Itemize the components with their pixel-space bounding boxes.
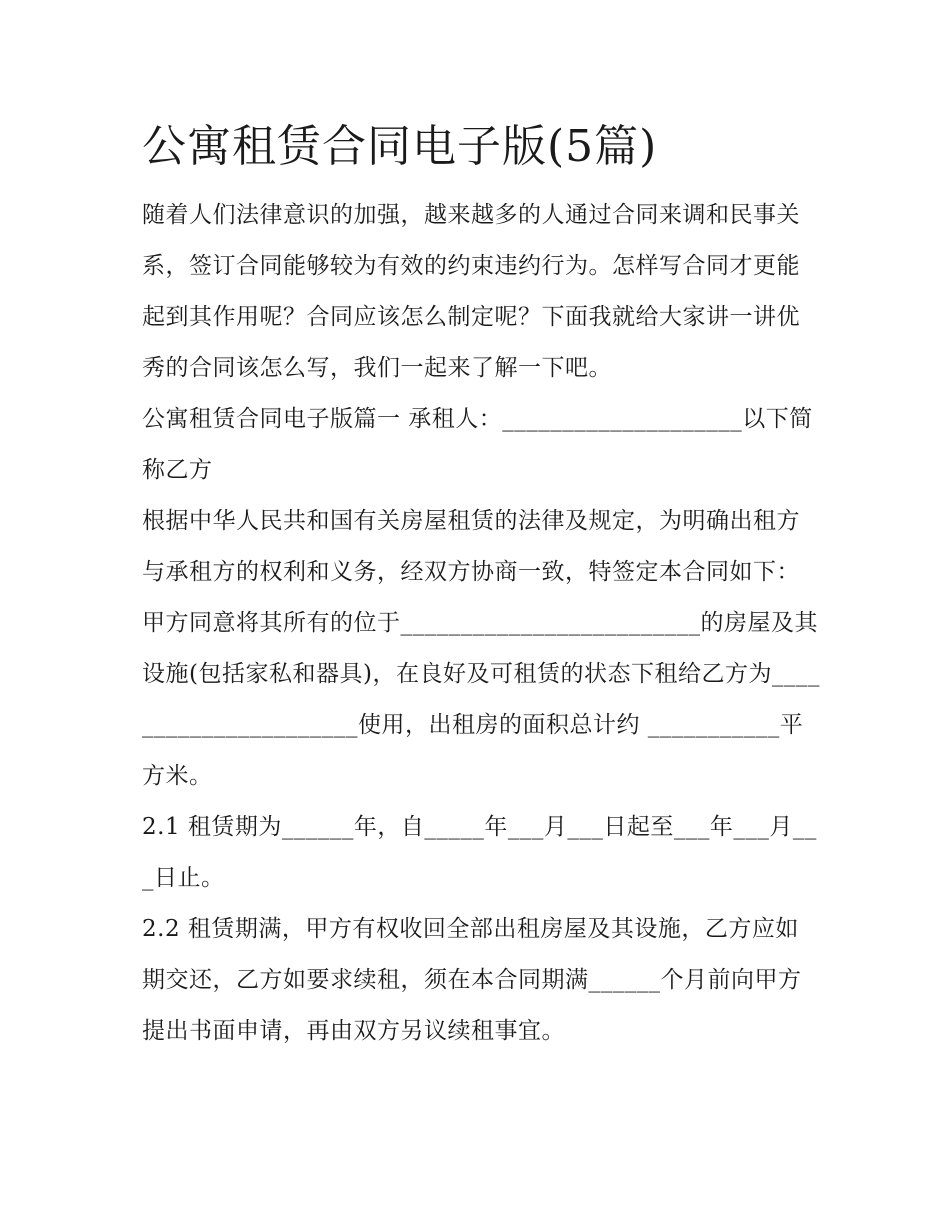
document-page bbox=[142, 112, 822, 1057]
intro-paragraph: 随着人们法律意识的加强，越来越多的人通过合同来调和民事关系，签订合同能够较为有效的约束违约行为。怎样写合同才更能起到其作用呢？合同应该怎么制定呢？下面我就给大家讲一讲优秀的合同该怎么写，我们一起来了解一下吧。 bbox=[142, 202, 800, 381]
document-title: 公寓租赁合同电子版(5篇) bbox=[142, 121, 658, 172]
section-one-heading-paragraph: 公寓租赁合同电子版篇一 承租人：____________________以下简称乙方 bbox=[142, 406, 813, 483]
clause-2-2-paragraph: 2.2 租赁期满，甲方有权收回全部出租房屋及其设施，乙方应如期交还，乙方如要求续租，须在本合同期满______个月前向甲方提出书面申请，再由双方另议续租事宜。 bbox=[142, 916, 802, 1044]
legal-basis-paragraph: 根据中华人民共和国有关房屋租赁的法律及规定，为明确出租方与承租方的权利和义务，经双方协商一致，特签定本合同如下： bbox=[142, 508, 800, 585]
property-description-paragraph: 甲方同意将其所有的位于_________________________的房屋及其设施(包括家私和器具)，在良好及可租赁的状态下租给乙方为______________________使用，出租房的面积总计约 ___________平方米。 bbox=[142, 610, 820, 789]
clause-2-1-paragraph: 2.1 租赁期为______年，自_____年___月___日起至___年___月___日止。 bbox=[142, 814, 817, 891]
